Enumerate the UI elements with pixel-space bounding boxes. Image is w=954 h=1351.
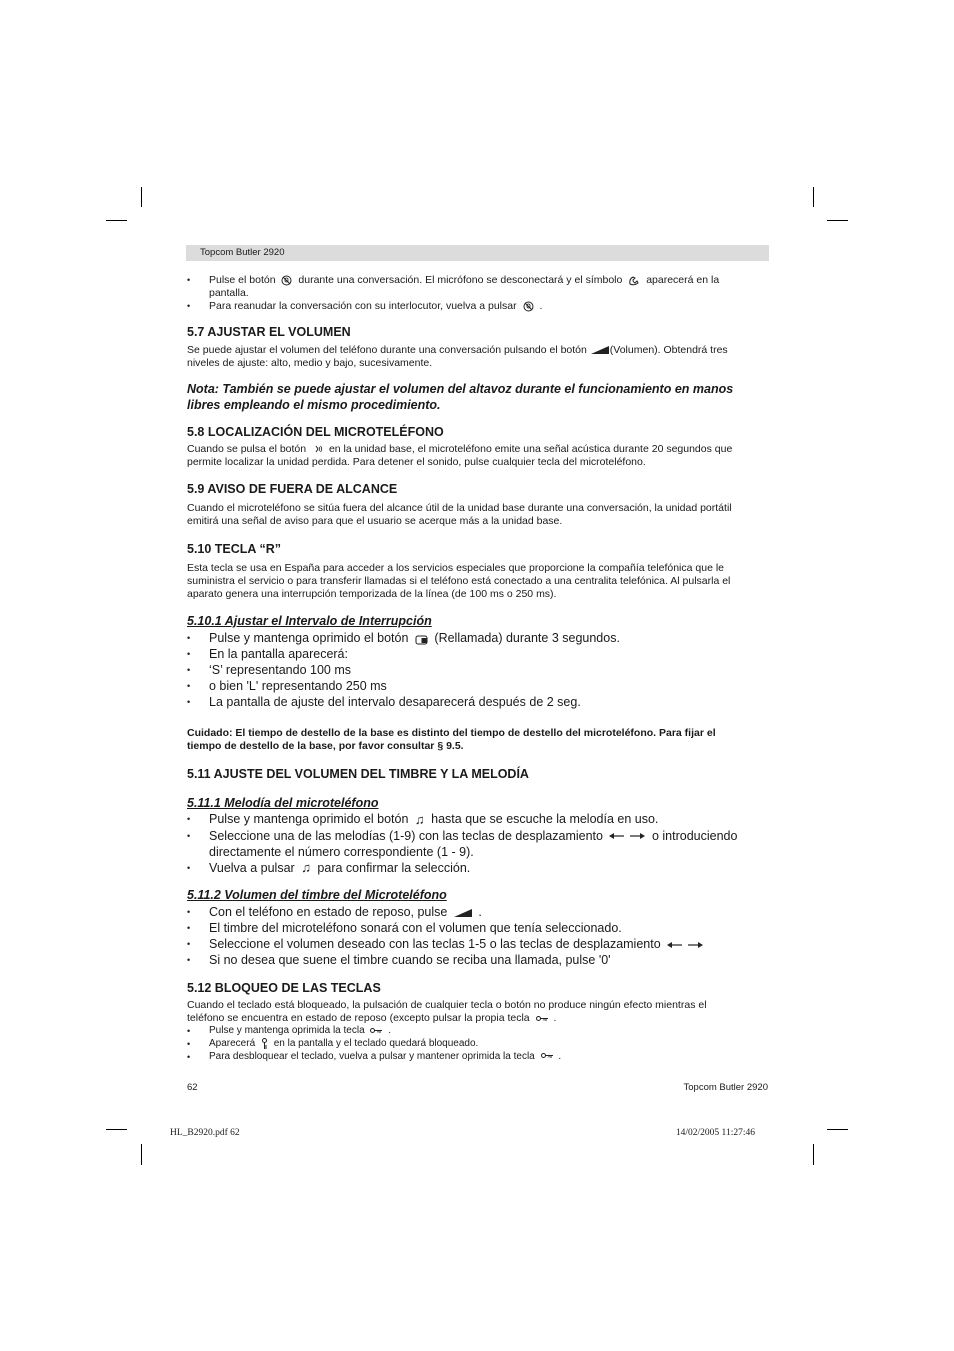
section-heading: 5.8 LOCALIZACIÓN DEL MICROTELÉFONO — [187, 425, 444, 439]
key-lock-icon — [261, 1038, 268, 1049]
arrow-left-icon — [667, 941, 682, 949]
crop-mark — [141, 187, 142, 207]
volume-icon — [454, 909, 472, 917]
list-item: • El timbre del microteléfono sonará con el volumen que tenía seleccionado. — [187, 920, 769, 936]
subsection-heading: 5.10.1 Ajustar el Intervalo de Interrupción — [187, 614, 432, 628]
list-item: • Pulse y mantenga oprimido el botón (Rellamada) durante 3 segundos. — [187, 630, 769, 646]
print-file-stamp: HL_B2920.pdf 62 — [170, 1128, 240, 1138]
section-heading: 5.11 AJUSTE DEL VOLUMEN DEL TIMBRE Y LA MELODÍA — [187, 767, 529, 781]
list-item: • ‘S’ representando 100 ms — [187, 662, 769, 678]
section-heading: 5.9 AVISO DE FUERA DE ALCANCE — [187, 482, 398, 496]
note: Nota: También se puede ajustar el volumen del altavoz durante el funcionamiento en manos libres empleando el mismo procedimiento. — [187, 382, 734, 412]
list-item: • Seleccione el volumen deseado con las teclas 1-5 o las teclas de desplazamiento — [187, 936, 769, 952]
list-item: • Seleccione una de las melodías (1-9) con las teclas de desplazamiento o introduciendo directamente el número correspondiente (1 - 9). — [187, 828, 769, 860]
list-item: • Pulse y mantenga oprimido el botón ♫ hasta que se escuche la melodía en uso. — [187, 811, 769, 828]
arrow-right-icon — [688, 941, 703, 949]
caution-note: Cuidado: El tiempo de destello de la base es distinto del tiempo de destello del microteléfono. Para fijar el tiempo de destello de la base, por favor consultar § 9.5. — [187, 727, 716, 752]
header-title: Topcom Butler 2920 — [200, 247, 285, 258]
list-item: • La pantalla de ajuste del intervalo desaparecerá después de 2 seg. — [187, 694, 769, 710]
paging-icon — [312, 444, 323, 455]
crop-mark — [141, 1144, 142, 1165]
crop-mark — [106, 1129, 127, 1130]
list-item: • Si no desea que suene el timbre cuando se reciba una llamada, pulse '0' — [187, 952, 769, 968]
paragraph: Cuando el microteléfono se sitúa fuera del alcance útil de la unidad base durante una conversación, la unidad portátil emitirá una señal de aviso para que el usuario se acerque más a la unidad base. — [187, 502, 732, 527]
melody-icon: ♫ — [414, 811, 425, 827]
list-item: • o bien 'L' representando 250 ms — [187, 678, 769, 694]
print-date-stamp: 14/02/2005 11:27:46 — [675, 1128, 755, 1138]
arrow-right-icon — [630, 832, 645, 840]
list-item: • Para desbloquear el teclado, vuelva a pulsar y mantener oprimida la tecla . — [187, 1051, 769, 1064]
footer-brand: Topcom Butler 2920 — [683, 1082, 768, 1093]
mute-icon — [523, 301, 534, 312]
list-item: • Pulse y mantenga oprimida la tecla . — [187, 1025, 769, 1038]
melody-icon: ♫ — [301, 860, 311, 876]
key-icon — [536, 1015, 548, 1022]
mute-icon — [281, 275, 292, 286]
section-heading: 5.12 BLOQUEO DE LAS TECLAS — [187, 981, 381, 996]
key-icon — [370, 1027, 382, 1034]
running-header — [186, 245, 769, 261]
arrow-left-icon — [609, 832, 624, 840]
paragraph: Se puede ajustar el volumen del teléfono durante una conversación pulsando el botón (Volumen). Obtendrá tres niveles de ajuste: alto, medio y bajo, sucesivamente. — [187, 344, 728, 369]
list-item: • Vuelva a pulsar ♫ para confirmar la selección. — [187, 860, 769, 877]
paragraph: Esta tecla se usa en España para acceder a los servicios especiales que proporcione la compañía telefónica que le suministra el servicio o para transferir llamadas si el teléfono está conectado a una centralita telefónica. Al pulsarla el aparato genera una interrupción temporizada de la línea (de 100 ms o 250 ms). — [187, 562, 731, 600]
list-item: • En la pantalla aparecerá: — [187, 646, 769, 662]
key-icon — [541, 1052, 553, 1059]
crop-mark — [827, 1129, 848, 1130]
page-number: 62 — [187, 1082, 198, 1093]
subsection-heading: 5.11.1 Melodía del microteléfono — [187, 796, 379, 810]
section-heading: 5.7 AJUSTAR EL VOLUMEN — [187, 325, 351, 339]
crop-mark — [827, 220, 848, 221]
list-item: • Para reanudar la conversación con su interlocutor, vuelva a pulsar . — [187, 300, 769, 313]
crop-mark — [106, 220, 127, 221]
crop-mark — [813, 1144, 814, 1165]
page-content — [187, 271, 769, 1063]
list-item: • Aparecerá en la pantalla y el teclado quedará bloqueado. — [187, 1038, 769, 1051]
paragraph: Cuando el teclado está bloqueado, la pulsación de cualquier tecla o botón no produce ningún efecto mientras el teléfono se encuentra en estado de reposo (excepto pulsar la propia tecla . — [187, 999, 707, 1025]
crop-mark — [813, 187, 814, 207]
handset-icon — [628, 275, 640, 286]
volume-icon — [591, 346, 609, 354]
redial-icon — [415, 633, 428, 645]
list-item: • Pulse el botón durante una conversación. El micrófono se desconectará y el símbolo aparecerá en la pantalla. — [187, 274, 769, 300]
section-heading: 5.10 TECLA “R” — [187, 542, 282, 556]
list-item: • Con el teléfono en estado de reposo, pulse . — [187, 904, 769, 920]
paragraph: Cuando se pulsa el botón en la unidad base, el microteléfono emite una señal acústica durante 20 segundos que permite localizar la unidad perdida. Para detener el sonido, pulse cualquier tecla del microteléfono. — [187, 443, 733, 468]
subsection-heading: 5.11.2 Volumen del timbre del Microteléfono — [187, 888, 447, 903]
